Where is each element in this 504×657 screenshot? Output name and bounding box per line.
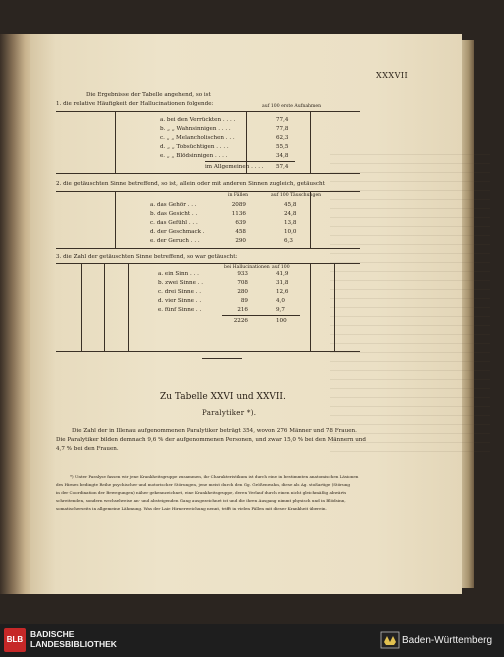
- s3-row-label: e. fünf Sinne . .: [158, 307, 202, 313]
- s1-total-rule: [205, 161, 295, 162]
- s1-vline-3: [310, 111, 311, 173]
- s3-total-percent: 100: [276, 318, 287, 324]
- s2-row-count: 458: [235, 229, 246, 235]
- s2-vline-1: [115, 191, 116, 248]
- library-name-line1: BADISCHE: [30, 629, 75, 639]
- s3-row-percent: 41,9: [276, 271, 289, 277]
- s1-row-label: a. bei den Verrückten . . . .: [160, 117, 236, 123]
- s1-vline-1: [115, 111, 116, 173]
- s1-row-value: 77,8: [276, 126, 289, 132]
- coat-of-arms-icon: [380, 630, 400, 650]
- s3-heading: 3. die Zahl der getäuschten Sinne betreffend, so war getäuscht:: [56, 254, 238, 260]
- footnote-line: schreitenden, sondern wechselweise an- und absteigenden Gang ausgezeichnet ist und die ihren Ausgang nimmt physisch und in Blödsinn,: [56, 498, 346, 503]
- s2-top-rule: [56, 191, 360, 192]
- s2-row-percent: 6,3: [284, 238, 293, 244]
- s2-row-count: 1136: [231, 211, 246, 217]
- s3-row-count: 216: [237, 307, 248, 313]
- s2-row-label: a. das Gehör . . .: [150, 202, 197, 208]
- footnote-line: somatischerseits in allgemeine Lähmung. Was der Laie Hirnerweichung nennt, trifft in vielen Fällen mit dieser Krankheit überein.: [56, 506, 327, 511]
- section-title: Zu Tabelle XXVI und XXVII.: [160, 392, 286, 402]
- s2-row-percent: 24,8: [284, 211, 297, 217]
- s3-row-label: a. ein Sinn . . .: [158, 271, 199, 277]
- s2-heading: 2. die getäuschten Sinne betreffend, so ist, allein oder mit anderen Sinnen zugleich, getäuscht: [56, 181, 325, 187]
- s3-vline-3: [128, 263, 129, 351]
- s3-vline-4: [310, 263, 311, 351]
- s3-row-label: d. vier Sinne . .: [158, 298, 202, 304]
- bleed-through: [330, 154, 490, 454]
- s2-vline-2: [310, 191, 311, 248]
- footnote-line: des Hirnes bedingte Reihe psychischer und motorischer Störungen, jene meist durch den Gg. Größenwahn, diese als Ag. stoßartige (Störung: [56, 482, 351, 487]
- s3-bottom-rule: [56, 351, 360, 352]
- s3-col2-header: auf 100: [272, 265, 290, 270]
- s3-row-percent: 12,6: [276, 289, 289, 295]
- s1-row-label: d. „ „ Tobsüchtigen . . . .: [160, 144, 229, 150]
- s2-row-label: e. der Geruch . . .: [150, 238, 200, 244]
- section-divider: [202, 358, 242, 359]
- s1-bottom-rule: [56, 173, 360, 174]
- s3-vline-2: [104, 263, 105, 351]
- body-line: Die Zahl der in Illenau aufgenommenen Paralytiker beträgt 354, wovon 276 Männer und 78 Frauen.: [72, 428, 357, 434]
- s3-row-percent: 31,8: [276, 280, 289, 286]
- s3-row-label: b. zwei Sinne . .: [158, 280, 203, 286]
- s1-row-label: c. „ „ Melancholischen . . .: [160, 135, 235, 141]
- s3-vline-5: [334, 263, 335, 351]
- s2-row-label: c. das Gefühl . . .: [150, 220, 198, 226]
- footnote-line: *) Unter Paralyse fassen wir jene Krankheitsgruppe zusammen, ihr Charakteristikum ist durch eine in bestimmten anatomischen Läsionen: [70, 474, 359, 479]
- s1-row-label: b. „ „ Wahnsinnigen . . . .: [160, 126, 231, 132]
- s3-col1-header: bei Hallucinationen: [224, 265, 270, 270]
- s1-row-value: 55,5: [276, 144, 289, 150]
- blb-logo[interactable]: BLB: [4, 628, 26, 652]
- s3-row-count: 933: [237, 271, 248, 277]
- s3-row-count: 708: [237, 280, 248, 286]
- s3-total-count: 2226: [233, 318, 248, 324]
- s1-row-value: 77,4: [276, 117, 289, 123]
- s2-col1-header: in Fällen: [228, 193, 249, 198]
- s3-vline-1: [81, 263, 82, 351]
- s2-row-count: 2089: [231, 202, 246, 208]
- body-line: 4,7 % bei den Frauen.: [56, 446, 119, 452]
- library-name-line2: LANDESBIBLIOTHEK: [30, 639, 117, 649]
- intro-text: Die Ergebnisse der Tabelle angehend, so ist: [86, 92, 211, 98]
- s1-heading: 1. die relative Häufigkeit der Hallucinationen folgende:: [56, 101, 214, 107]
- book-spine: [0, 34, 34, 594]
- s3-row-percent: 4,0: [276, 298, 285, 304]
- page-number: XXXVII: [376, 71, 409, 80]
- s2-row-label: b. das Gesicht . .: [150, 211, 198, 217]
- s1-row-value: 62,3: [276, 135, 289, 141]
- footnote-line: in der Coordination der Bewegungen) näher gekennzeichnet, eine Krankheitsgruppe, deren Verlauf durch einen nicht gleichmäßig abwärts: [56, 490, 347, 495]
- s1-row-value: 34,8: [276, 153, 289, 159]
- s3-total-rule: [222, 315, 300, 316]
- s3-top-rule: [56, 263, 360, 264]
- body-line: Die Paralytiker bilden demnach 9,6 % der aufgenommenen Personen, und zwar 15,0 % bei den Männern und: [56, 437, 366, 443]
- s3-row-label: c. drei Sinne . .: [158, 289, 202, 295]
- s2-row-percent: 45,8: [284, 202, 297, 208]
- s3-row-count: 89: [240, 298, 248, 304]
- s1-total-value: 57,4: [276, 164, 289, 170]
- s2-bottom-rule: [56, 248, 360, 249]
- state-name[interactable]: Baden-Württemberg: [402, 635, 493, 646]
- s2-row-label: d. der Geschmack .: [150, 229, 205, 235]
- s2-row-count: 639: [235, 220, 246, 226]
- s3-row-percent: 9,7: [276, 307, 285, 313]
- subsection-title: Paralytiker *).: [202, 409, 257, 417]
- s1-row-label: e. „ „ Blödsinnigen . . . .: [160, 153, 228, 159]
- s1-col-header: auf 100 erste Aufnahmen: [262, 104, 322, 109]
- s2-row-percent: 10,0: [284, 229, 297, 235]
- library-name[interactable]: [30, 629, 117, 649]
- s1-total-label: im Allgemeinen . . . .: [205, 164, 264, 170]
- s3-row-count: 280: [237, 289, 248, 295]
- s1-top-rule: [56, 111, 360, 112]
- s2-row-percent: 13,8: [284, 220, 297, 226]
- s2-col2-header: auf 100 Täuschungen: [271, 193, 322, 198]
- s2-row-count: 290: [235, 238, 246, 244]
